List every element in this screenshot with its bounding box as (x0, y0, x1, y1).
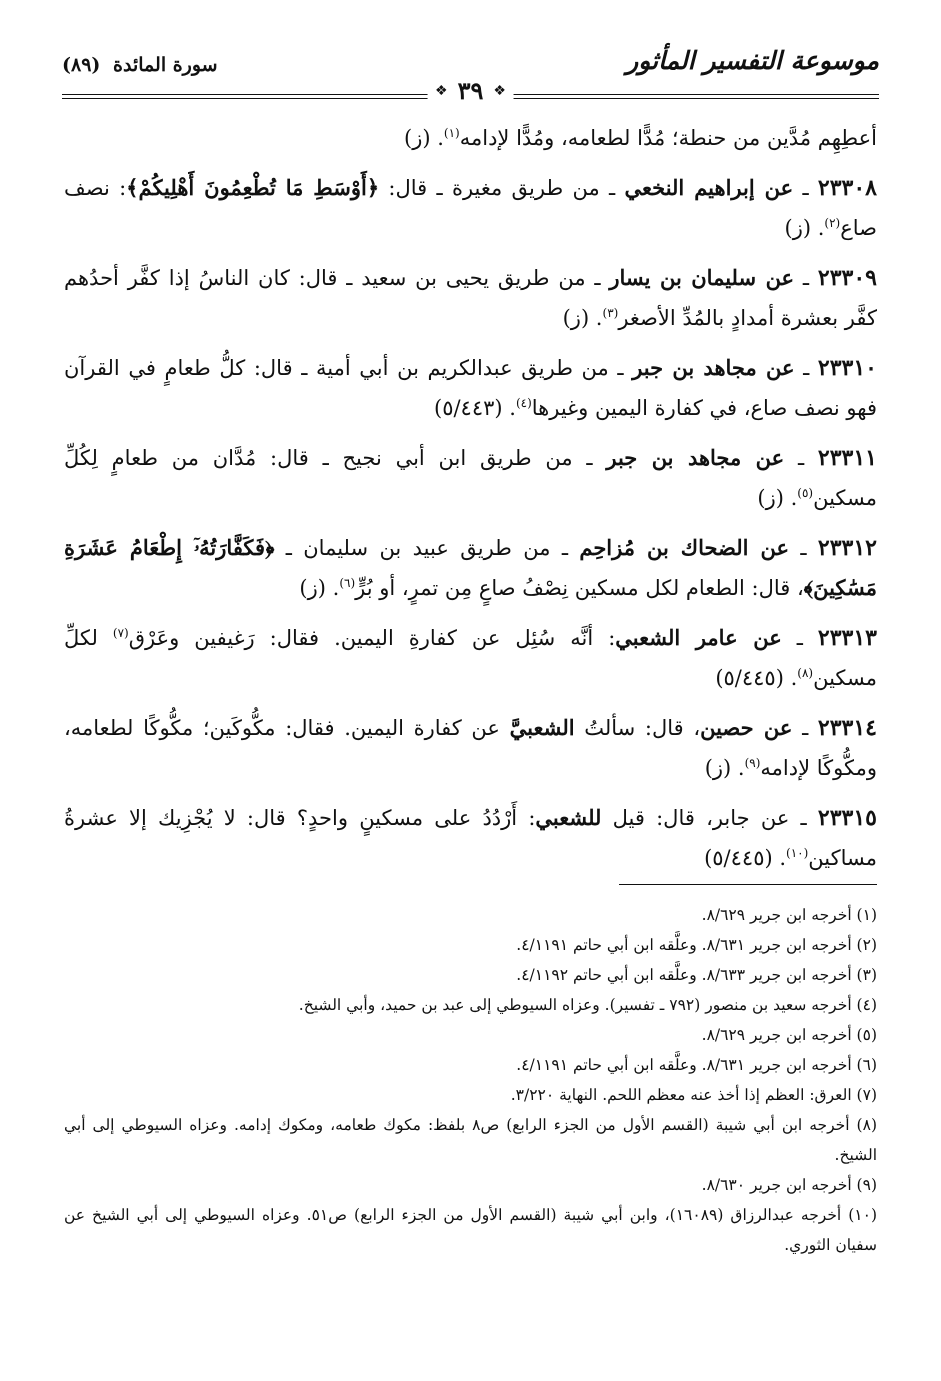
page-number: ٣٩ (457, 76, 484, 105)
narrator-name: عن عامر الشعبي (615, 625, 782, 650)
footnote-ref[interactable]: (٤) (515, 396, 532, 410)
paragraph: ٢٣٣٠٩ ـ عن سليمان بن يسار ـ من طريق يحيى بن سعيد ـ قال: كان الناسُ إذا كفَّر أحدُهم كفَّر بعشرة أمدادٍ بالمُدِّ الأصغر$^{(٣)}$. (ز) (64, 265, 877, 330)
footnote: (٣) أخرجه ابن جرير ٨/٦٣٣. وعلَّقه ابن أبي حاتم ٤/١١٩٢. (516, 966, 877, 984)
footnote: (٦) أخرجه ابن جرير ٨/٦٣١. وعلَّقه ابن أبي حاتم ٤/١١٩١. (516, 1056, 877, 1074)
footnote-separator (619, 884, 877, 885)
paragraph: ٢٣٣١٢ ـ عن الضحاك بن مُزاحِم ـ من طريق عبيد بن سليمان ـ ﴿فَكَفَّارَتُهُۥٓ إِطْعَامُ عَشَرَةِ مَسَٰكِينَ﴾، قال: الطعام لكل مسكين نِصْفُ صاعٍ مِن تمرٍ، أو بُرٍّ$^{(٦)}$. (ز) (64, 535, 877, 600)
athar-number: ٢٣٣٠٩ (817, 265, 877, 291)
narrator-name: عن الضحاك بن مُزاحِم (579, 535, 790, 560)
ornament-icon: ❖ (435, 82, 448, 99)
narrator-name: عن سليمان بن يسار (609, 265, 795, 290)
footnote: (٤) أخرجه سعيد بن منصور (٧٩٢ ـ تفسير). وعزاه السيوطي إلى عبد بن حميد، وأبي الشيخ. (298, 996, 877, 1014)
ornament-icon: ❖ (493, 82, 506, 99)
footnote-ref[interactable]: (٢) (824, 216, 841, 230)
narrator-name: عن مجاهد بن جبر (606, 445, 785, 470)
footnote: (٥) أخرجه ابن جرير ٨/٦٢٩. (701, 1026, 877, 1044)
athar-number: ٢٣٣٠٨ (817, 175, 877, 201)
footnote-ref[interactable]: (١) (443, 126, 460, 140)
footnote-ref[interactable]: (٥) (797, 486, 814, 500)
footnote-ref[interactable]: (٩) (744, 756, 761, 770)
paragraph: أعطِهِم مُدَّين من حنطة؛ مُدًّا لطعامه، ومُدًّا لإدامه$^{(١)}$. (ز) (404, 126, 877, 150)
footnote-ref[interactable]: (٦) (339, 576, 356, 590)
narrator-name: الشعبيَّ (509, 715, 575, 740)
series-title: موسوعة التفسير المأثور (626, 46, 879, 75)
paragraph: ٢٣٣٠٨ ـ عن إبراهيم النخعي ـ من طريق مغيرة ـ قال: ﴿أَوْسَطِ مَا تُطْعِمُونَ أَهْلِيكُمْ﴾: نصف صاع$^{(٢)}$. (ز) (64, 175, 877, 240)
footnote: (٧) العرق: العظم إذا أخذ عنه معظم اللحم. النهاية ٣/٢٢٠. (510, 1086, 877, 1104)
footnote: (٢) أخرجه ابن جرير ٨/٦٣١. وعلَّقه ابن أبي حاتم ٤/١١٩١. (516, 936, 877, 954)
athar-number: ٢٣٣١٥ (817, 805, 877, 831)
footnote-ref[interactable]: (٧) (112, 626, 129, 640)
surah-name: سورة المائدة (113, 54, 218, 76)
paragraph: ٢٣٣١٤ ـ عن حصين، قال: سألتُ الشعبيَّ عن كفارة اليمين. فقال: مكُّوكَين؛ مكُّوكًا لطعامه، ومكُّوكًا لإدامه$^{(٩)}$. (ز) (64, 715, 877, 780)
footnote-ref[interactable]: (٣) (602, 306, 619, 320)
narrator-name: عن حصين (700, 715, 793, 740)
footnote: (١) أخرجه ابن جرير ٨/٦٢٩. (701, 906, 877, 924)
paragraph: ٢٣٣١٣ ـ عن عامر الشعبي: أنَّه سُئِل عن كفارةِ اليمين. فقال: رَغيفين وعَرْق$^{(٧)}$ لكلِّ مسكين$^{(٨)}$. (٥/٤٤٥) (64, 625, 877, 690)
footnote-ref[interactable]: (١٠) (786, 846, 809, 860)
narrator-name: عن إبراهيم النخعي (624, 175, 794, 200)
narrator-name: عن مجاهد بن جبر (632, 355, 795, 380)
paragraph: ٢٣٣١٠ ـ عن مجاهد بن جبر ـ من طريق عبدالكريم بن أبي أمية ـ قال: كلُّ طعامٍ في القرآن فهو نصف صاع، في كفارة اليمين وغيرها$^{(٤)}$. (٥/٤٤٣) (64, 355, 877, 420)
footnotes (64, 900, 877, 1260)
athar-number: ٢٣٣١٢ (817, 535, 877, 561)
verse-number: (٨٩) (62, 54, 101, 76)
quran-quote: ﴿فَكَفَّارَتُهُۥٓ إِطْعَامُ عَشَرَةِ مَسَٰكِينَ﴾ (64, 535, 877, 600)
athar-number: ٢٣٣١٤ (817, 715, 877, 741)
quran-quote: ﴿أَوْسَطِ مَا تُطْعِمُونَ أَهْلِيكُمْ﴾ (126, 175, 380, 200)
paragraph: ٢٣٣١١ ـ عن مجاهد بن جبر ـ من طريق ابن أبي نجيح ـ قال: مُدَّان من طعامٍ لِكُلِّ مسكين$^{(٥)}$. (ز) (64, 445, 877, 510)
main-text (64, 118, 877, 888)
athar-number: ٢٣٣١٣ (817, 625, 877, 651)
paragraph: ٢٣٣١٥ ـ عن جابر، قال: قيل للشعبي: أَرْدُدُ على مسكينٍ واحدٍ؟ قال: لا يُجْزِيك إلا عشرةُ مساكين$^{(١٠)}$. (٥/٤٤٥) (64, 805, 877, 870)
narrator-name: للشعبي (535, 805, 602, 830)
footnote: (٩) أخرجه ابن جرير ٨/٦٣٠. (701, 1176, 877, 1194)
athar-number: ٢٣٣١١ (817, 445, 877, 471)
footnote: (١٠) أخرجه عبدالرزاق (١٦٠٨٩)، وابن أبي شيبة (القسم الأول من الجزء الرابع) ص٥١. وعزاه السيوطي إلى أبي الشيخ عن سفيان الثوري. (64, 1206, 878, 1254)
page-header (62, 46, 879, 104)
footnote-ref[interactable]: (٨) (797, 666, 814, 680)
surah-label (62, 54, 218, 76)
athar-number: ٢٣٣١٠ (817, 355, 877, 381)
page-number-group (427, 76, 514, 105)
footnote: (٨) أخرجه ابن أبي شيبة (القسم الأول من الجزء الرابع) ص٨ بلفظ: مكوك طعامه، ومكوك إدامه. وعزاه السيوطي إلى أبي الشيخ. (64, 1116, 878, 1164)
